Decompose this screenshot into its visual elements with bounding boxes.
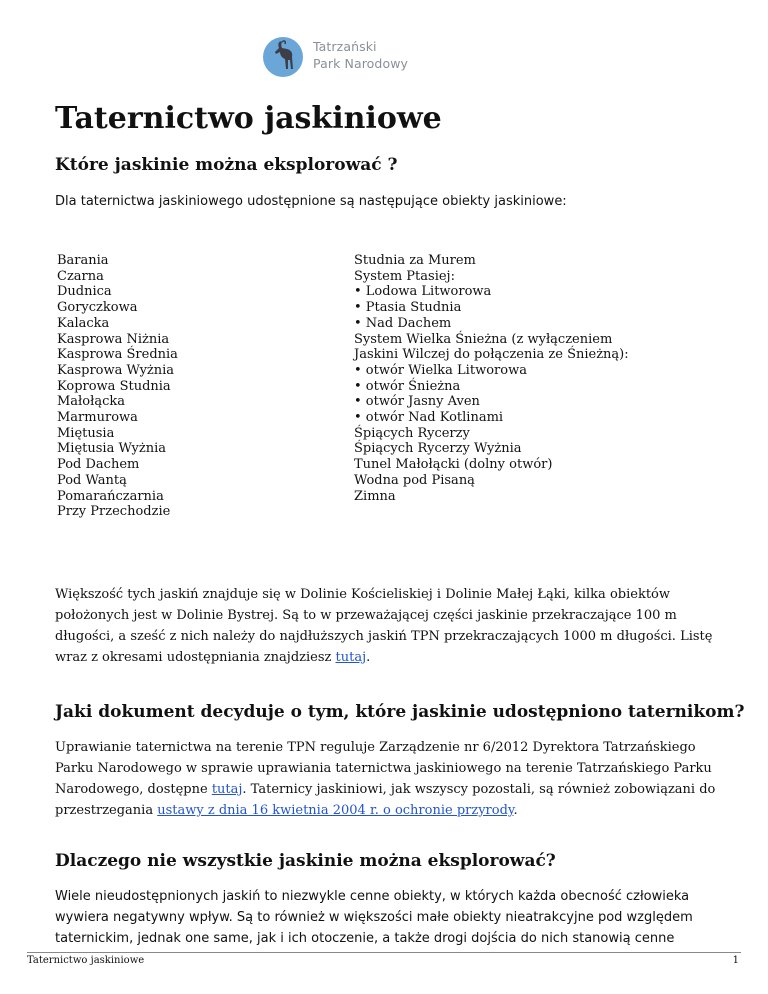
cave-list-item: Pomarańczarnia [57, 488, 164, 504]
footer-title: Taternictwo jaskiniowe [27, 955, 145, 966]
cave-list-item: Kasprowa Średnia [57, 347, 178, 363]
section-heading-caves: Które jaskinie można eksplorować ? [55, 155, 398, 175]
section-heading-document: Jaki dokument decyduje o tym, które jaskinie udostępniono taternikom? [55, 702, 745, 722]
cave-list-item: Wodna pod Pisaną [354, 472, 475, 488]
cave-list-item: Studnia za Murem [354, 253, 476, 268]
cave-list-item: Tunel Małołącki (dolny otwór) [354, 457, 553, 473]
cave-list-item: • Nad Dachem [354, 315, 452, 331]
cave-list-item: Koprowa Studnia [57, 378, 171, 394]
caves-list-link[interactable]: tutaj [335, 650, 367, 665]
document-description: Uprawianie taternictwa na terenie TPN reguluje Zarządzenie nr 6/2012 Dyrektora Tatrzańskiego Parku Narodowego w sprawie uprawiania taternictwa jaskiniowego na terenie Tatrzańskiego Parku Narodowego, dostępne tutaj. Taternicy jaskiniowi, jak wszyscy pozostali, są również zobowiązani do przestrzegania ustawy z dnia 16 kwietnia 2004 r. o ochronie przyrody. [55, 740, 716, 818]
chamois-logo-icon [262, 36, 304, 78]
cave-list-item: Goryczkowa [57, 300, 138, 316]
page-title: Taternictwo jaskiniowe [55, 101, 442, 136]
cave-list-item: • otwór Jasny Aven [354, 394, 480, 410]
cave-list-item: Miętusia [57, 425, 115, 441]
cave-list-item: • Ptasia Studnia [354, 300, 462, 316]
section-intro: Dla taternictwa jaskiniowego udostępnione są następujące obiekty jaskiniowe: [55, 194, 567, 209]
cave-list-item: Kasprowa Niżnia [57, 331, 170, 347]
cave-list-right [354, 253, 629, 504]
cave-list-left [57, 253, 178, 520]
cave-list-item: Śpiących Rycerzy [354, 425, 470, 441]
cave-list-item: • otwór Śnieżna [354, 378, 461, 394]
cave-list-item: System Wielka Śnieżna (z wyłączeniem [354, 331, 613, 347]
cave-list-item: Kasprowa Wyżnia [57, 362, 175, 378]
cave-list-item: Pod Dachem [57, 457, 140, 473]
section-heading-why: Dlaczego nie wszystkie jaskinie można eksplorować? [55, 851, 556, 871]
cave-list-item: Miętusia Wyżnia [57, 441, 167, 457]
tpn-logo [262, 36, 422, 80]
footer-divider [27, 952, 741, 953]
caves-description: Większość tych jaskiń znajduje się w Dolinie Kościeliskiej i Dolinie Małej Łąki, kilka obiektów położonych jest w Dolinie Bystrej. Są to w przeważającej części jaskinie przekraczające 100 m długości, a sześć z nich należy do najdłuższych jaskiń TPN przekraczających 1000 m długości. Listę wraz z okresami udostępniania znajdziesz tutaj. [55, 587, 713, 665]
cave-list-item: • otwór Nad Kotlinami [354, 410, 504, 426]
why-description: Wiele nieudostępnionych jaskiń to niezwykle cenne obiekty, w których każda obecność człowieka wywiera negatywny wpływ. Są to również w większości małe obiekty nieatrakcyjne pod względem taternickim, jednak one same, jak i ich otoczenie, a także drogi dojścia do nich stanowią cenne [55, 889, 693, 946]
caves-description-text: Większość tych jaskiń znajduje się w Dolinie Kościeliskiej i Dolinie Małej Łąki, kilka obiektów położonych jest w Dolinie Bystrej. Są to w przeważającej części jaskinie przekraczające 100 m długości, a sześć z nich należy do najdłuższych jaskiń TPN przekraczających 1000 m długości. Listę wraz z okresami udostępniania znajdziesz [55, 587, 713, 665]
logo-text-line2: Park Narodowy [313, 56, 409, 71]
cave-list-item: • otwór Wielka Litworowa [354, 362, 527, 378]
cave-list-item: Kalacka [57, 315, 110, 331]
logo-text-line1: Tatrzański [313, 39, 377, 54]
cave-list-item: Zimna [354, 488, 396, 504]
cave-list-item: • Lodowa Litworowa [354, 284, 492, 300]
cave-list-item: Pod Wantą [57, 472, 127, 488]
cave-list-item: Barania [57, 253, 109, 268]
regulation-link[interactable]: tutaj [211, 782, 243, 797]
cave-list-item: Jaskini Wilczej do połączenia ze Śnieżną): [354, 347, 629, 363]
cave-list-item: System Ptasiej: [354, 268, 455, 284]
nature-protection-act-link[interactable]: ustawy z dnia 16 kwietnia 2004 r. o ochronie przyrody [157, 803, 514, 818]
cave-list-item: Czarna [57, 268, 104, 284]
cave-list-item: Małołącka [57, 394, 125, 410]
cave-list-item: Przy Przechodzie [57, 504, 171, 520]
page-number: 1 [732, 955, 739, 966]
cave-list-item: Dudnica [57, 284, 112, 300]
cave-list-item: Śpiących Rycerzy Wyżnia [354, 441, 522, 457]
cave-list-item: Marmurowa [57, 410, 138, 426]
